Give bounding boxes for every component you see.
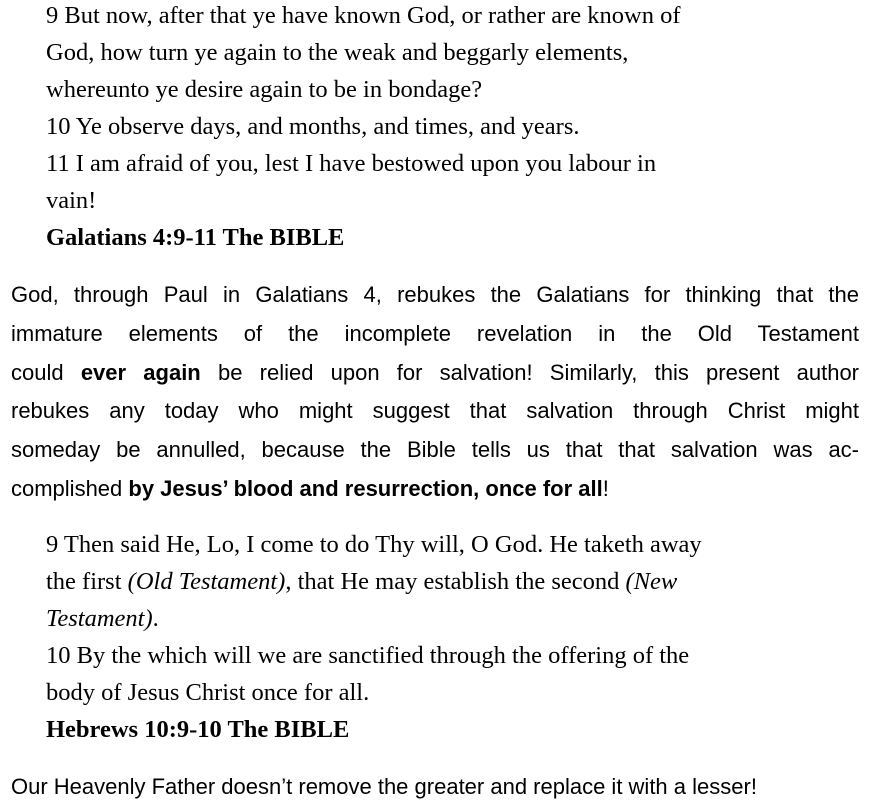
commentary-line: God, through Paul in Galatians 4, rebukes the Galatians for thinking that the [11,282,859,307]
closing-statement [11,768,859,807]
scripture-text: the first [46,568,128,595]
editorial-note: (Old Testament) [127,568,286,595]
hebrews-reference: Hebrews 10:9-10 The BIBLE [46,716,350,743]
commentary-text: complished [11,475,129,501]
editorial-note: Testament) [46,605,153,632]
scripture-line: 11 I am afraid of you, lest I have bestowed upon you labour in [46,150,657,177]
scripture-text: . [152,605,159,632]
commentary-line [11,470,859,509]
commentary-line: rebukes any today who might suggest that salvation through Christ might [11,398,859,424]
galatians-scripture-block [46,0,846,256]
commentary-paragraph [11,276,859,509]
emphasis-ever-again: ever again [80,359,201,385]
commentary-line: someday be annulled, because the Bible tells us that that salvation was ac- [11,437,859,463]
commentary-text: ! [602,475,609,501]
scripture-text: , that He may establish the second [285,568,626,595]
galatians-reference: Galatians 4:9-11 The BIBLE [46,224,345,251]
commentary-line: immature elements of the incomplete revelation in the Old Testament [11,320,859,346]
scripture-line [46,600,846,637]
commentary-text: be relied upon for salvation! Similarly, this present author [200,359,860,385]
scripture-line: 10 Ye observe days, and months, and times, and years. [46,113,580,140]
closing-line: Our Heavenly Father doesn’t remove the greater and replace it with a lesser! [11,774,757,799]
scripture-line: 9 But now, after that ye have known God, or rather are known of [46,2,681,29]
scripture-line: vain! [46,187,97,214]
scripture-line: whereunto ye desire again to be in bondage? [46,76,483,103]
scripture-line [46,563,846,600]
commentary-text: could [11,359,81,385]
editorial-note: (New [625,568,678,595]
hebrews-scripture-block [46,526,846,748]
scripture-line: 10 By the which will we are sanctified through the offering of the [46,642,690,669]
scripture-line: body of Jesus Christ once for all. [46,679,370,706]
scripture-line: God, how turn ye again to the weak and beggarly elements, [46,39,629,66]
scripture-line: 9 Then said He, Lo, I come to do Thy will, O God. He taketh away [46,531,702,558]
commentary-line [11,354,859,393]
emphasis-once-for-all: by Jesus’ blood and resurrection, once for all [128,475,603,501]
